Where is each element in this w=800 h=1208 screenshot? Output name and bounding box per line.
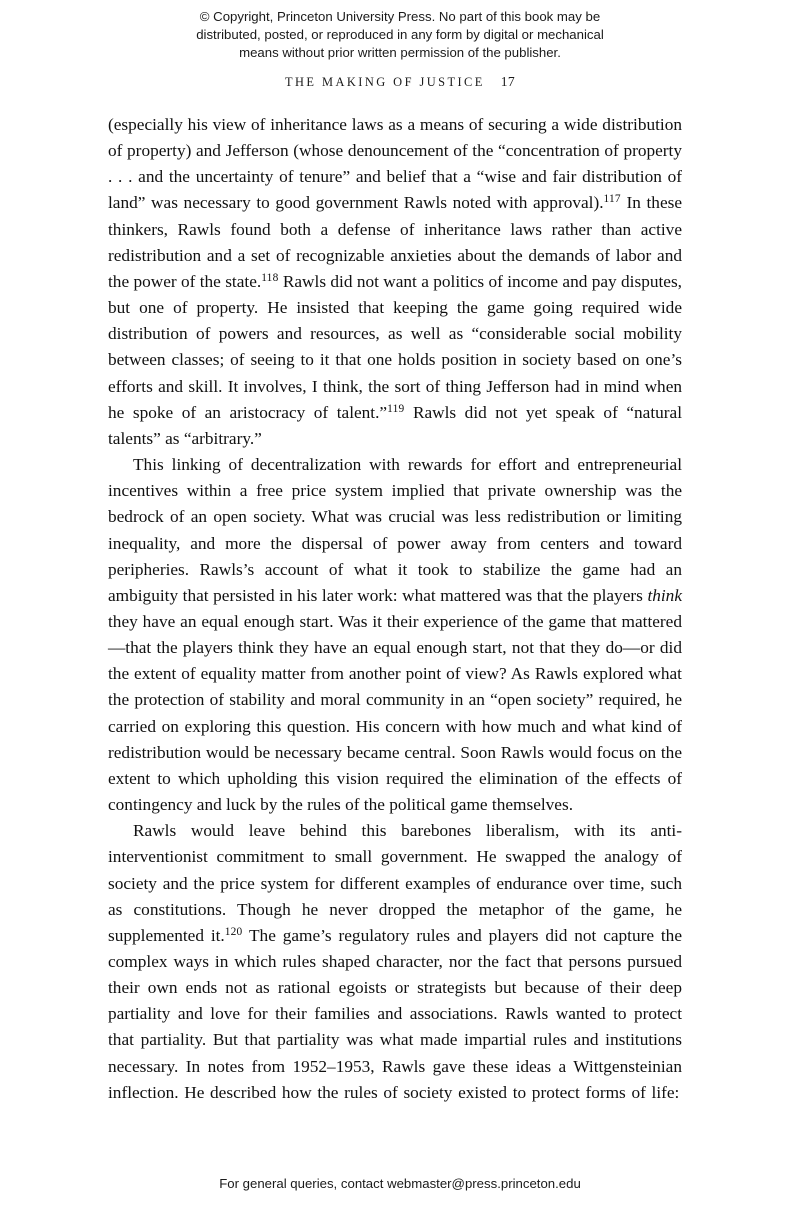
emphasis-text: think [647, 585, 682, 605]
footnote-marker[interactable]: 118 [261, 272, 279, 285]
para-2: This linking of decentralization with rewards for effort and entrepreneurial incentives within a free price system implied that private ownership was the bedrock of an open society. What was crucial was less redistribution or limiting inequality, and more the dispersal of power away from centers and toward peripheries. Rawls’s account of what it took to stabilize the game had an ambiguity that persisted in his later work: what mattered was that the players think they have an equal enough start. Was it their experience of the game that mattered—that the players think they have an equal enough start, not that they do—or did the extent of equality matter from another point of view? As Rawls explored what the protection of stability and moral community in an “open society” required, he carried on exploring this question. His concern with how much and what kind of redistribution would be necessary became central. Soon Rawls would focus on the extent to which upholding this vision required the elimination of the effects of contingency and luck by the rules of the political game themselves. [108, 455, 682, 815]
page-number: 17 [500, 74, 515, 89]
footnote-marker[interactable]: 117 [603, 193, 621, 206]
running-head-title: THE MAKING OF JUSTICE [285, 75, 485, 89]
para-1: (especially his view of inheritance laws as a means of securing a wide distribution of property) and Jefferson (whose denouncement of the “concentration of property . . . and the uncertainty of tenure” and belief that a “wise and fair distribution of land” was necessary to good government Rawls noted with approval).$^{117}$ In these thinkers, Rawls found both a defense of inheritance laws rather than active redistribution and a set of recognizable anxieties about the demands of labor and the power of the state.$^{118}$ Rawls did not want a politics of income and pay disputes, but one of property. He insisted that keeping the game going required wide distribution of powers and resources, as well as “considerable social mobility between classes; of seeing to it that one holds position in society based on one’s efforts and skill. It involves, I think, the sort of thing Jefferson had in mind when he spoke of an aristocracy of talent.”$^{119}$ Rawls did not yet speak of “natural talents” as “arbitrary.” [108, 115, 683, 448]
footnote-marker[interactable]: 119 [387, 402, 405, 415]
footnote-marker[interactable]: 120 [224, 925, 243, 938]
footer-notice: For general queries, contact webmaster@press.princeton.edu [219, 1176, 581, 1191]
body-text [108, 112, 682, 1106]
copyright-notice: © Copyright, Princeton University Press. No part of this book may be distributed, posted, or reproduced in any form by digital or mechanical means without prior written permission of the publisher. [196, 9, 604, 61]
para-3: Rawls would leave behind this barebones liberalism, with its anti-interventionist commitment to small government. He swapped the analogy of society and the price system for different examples of endurance over time, such as constitutions. Though he never dropped the metaphor of the game, he supplemented it.$^{120}$ The game’s regulatory rules and players did not capture the complex ways in which rules shaped character, nor the fact that persons pursued their own ends not as rational egoists or strategists but because of their deep partiality and love for their families and associations. Rawls wanted to protect that partiality. But that partiality was what made impartial rules and institutions necessary. In notes from 1952–1953, Rawls gave these ideas a Wittgensteinian inflection. He described how the rules of society existed to protect forms of life: [108, 821, 682, 1102]
running-head [0, 74, 800, 90]
